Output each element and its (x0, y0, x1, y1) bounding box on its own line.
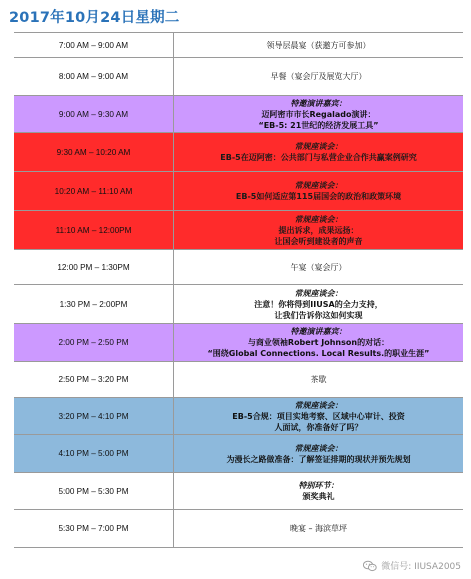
schedule-row (14, 398, 463, 435)
row-time: 2:00 PM – 2:50 PM (14, 324, 174, 361)
watermark (363, 559, 461, 572)
session-title-line: “围绕Global Connections. Local Results.的职业生涯” (207, 349, 430, 358)
schedule-row (14, 324, 463, 362)
row-description (174, 180, 463, 202)
schedule-row (14, 473, 463, 510)
wechat-icon (363, 560, 377, 572)
schedule-row (14, 250, 463, 285)
session-type-label: 常规座谈会： (294, 400, 343, 410)
session-title-line: 与商业领袖Robert Johnson的对话： (247, 338, 390, 347)
row-time: 1:30 PM – 2:00PM (14, 285, 174, 323)
row-time: 3:20 PM – 4:10 PM (14, 398, 174, 434)
session-title-line: EB-5如何适应第115届国会的政治和政策环境 (235, 192, 402, 201)
session-title-line: EB-5合规：项目实地考察、区域中心审计、投资 (232, 411, 405, 421)
session-title-line: 让国会听到建设者的声音 (274, 236, 363, 246)
session-type-label: 常规座谈会： (294, 142, 343, 151)
session-title-line: 注意！你将得到IIUSA的全力支持， (254, 299, 383, 309)
row-time: 9:00 AM – 9:30 AM (14, 96, 174, 132)
schedule-row (14, 133, 463, 172)
session-title-line: 迈阿密市市长Regalado演讲： (261, 109, 376, 119)
session-type-label: 常规座谈会： (294, 181, 343, 190)
row-description (174, 288, 463, 321)
row-description (174, 214, 463, 247)
schedule-row (14, 510, 463, 548)
session-type-label: 特邀演讲嘉宾： (290, 98, 347, 108)
session-title-line: 午宴（宴会厅） (290, 262, 347, 272)
row-time: 11:10 AM – 12:00PM (14, 211, 174, 249)
schedule-table (14, 32, 463, 548)
row-description (174, 400, 463, 433)
row-time: 4:10 PM – 5:00 PM (14, 435, 174, 472)
session-title-line: 让我们告诉你这如何实现 (274, 310, 363, 320)
schedule-row (14, 362, 463, 398)
row-description (174, 374, 463, 385)
row-description (174, 98, 463, 131)
row-description (174, 141, 463, 163)
session-type-label: 常规座谈会： (294, 288, 343, 298)
row-description (174, 523, 463, 534)
row-time: 10:20 AM – 11:10 AM (14, 172, 174, 210)
row-time: 5:00 PM – 5:30 PM (14, 473, 174, 509)
schedule-row (14, 58, 463, 96)
schedule-row (14, 435, 463, 473)
session-title-line: “EB-5: 21世纪的经济发展工具” (258, 120, 379, 130)
session-type-label: 常规座谈会： (294, 214, 343, 224)
schedule-row (14, 285, 463, 324)
row-description (174, 71, 463, 82)
row-description (174, 480, 463, 502)
session-title-line: 领导层晨宴（获邀方可参加） (266, 40, 371, 50)
session-type-label: 常规座谈会： (294, 443, 343, 453)
page-title: 2017年10月24日星期二 (9, 10, 180, 26)
row-time: 2:50 PM – 3:20 PM (14, 362, 174, 397)
schedule-row (14, 172, 463, 211)
session-type-label: 特邀演讲嘉宾： (290, 327, 347, 336)
row-description (174, 443, 463, 465)
session-title-line: 提出诉求，成果远扬： (278, 225, 359, 235)
schedule-row (14, 211, 463, 250)
row-time: 8:00 AM – 9:00 AM (14, 58, 174, 95)
session-title-line: 人面试，你准备好了吗？ (274, 422, 363, 432)
row-time: 12:00 PM – 1:30PM (14, 250, 174, 284)
session-title-line: 为漫长之路做准备：了解签证排期的现状并预先规划 (226, 454, 411, 464)
row-time: 7:00 AM – 9:00 AM (14, 33, 174, 57)
row-time: 9:30 AM – 10:20 AM (14, 133, 174, 171)
session-title-line: EB-5在迈阿密：公共部门与私营企业合作共赢案例研究 (220, 153, 417, 162)
watermark-text: 微信号: IIUSA2005 (381, 562, 461, 572)
schedule-row (14, 33, 463, 58)
row-description (174, 326, 463, 359)
session-type-label: 特别环节： (298, 481, 339, 490)
session-title-line: 早餐（宴会厅及展览大厅） (270, 72, 367, 81)
session-title-line: 颁奖典礼 (302, 492, 335, 501)
session-title-line: 晚宴 – 海滨草坪 (289, 524, 348, 533)
row-description (174, 40, 463, 51)
schedule-row (14, 96, 463, 133)
session-title-line: 茶歇 (310, 375, 327, 384)
row-description (174, 262, 463, 273)
row-time: 5:30 PM – 7:00 PM (14, 510, 174, 547)
